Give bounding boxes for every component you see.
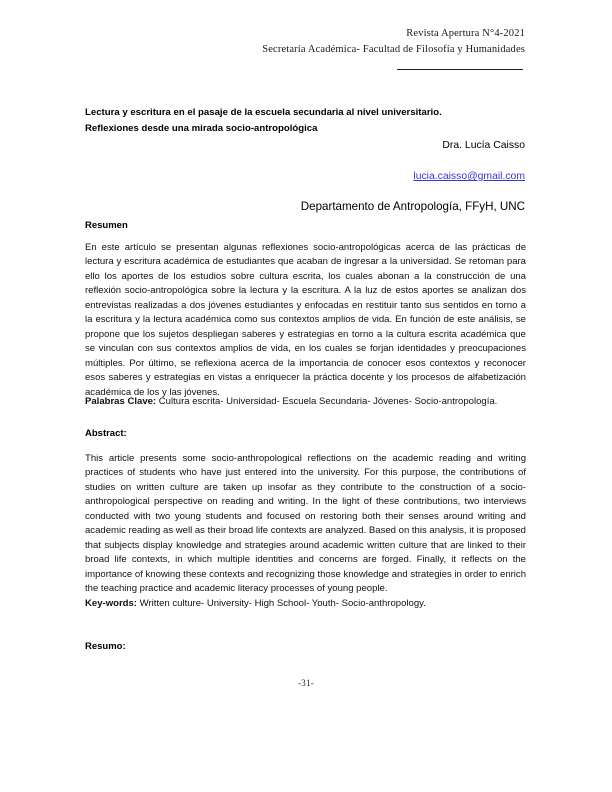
author-email-wrapper [85, 167, 525, 185]
abstract-spanish-text: En este artículo se presentan algunas reflexiones socio-antropológicas acerca de las prácticas de lectura y escritura académica de estudiantes que acaban de ingresar a la universidad. Se retoman para ello los aportes de los estudios sobre cultura escrita, los cuales abonan a la construcción de una reflexión socio-antropológica sobre la lectura y la escritura. A la luz de estos aportes se analizan dos entrevistas realizadas a dos jóvenes estudiantes y enfocadas en restituir tanto sus sentidos en torno a la escritura y la lectura académica como sus contextos amplios de vida. En función de este análisis, se propone que los sujetos despliegan saberes y estrategias en torno a la cultura escrita académica que se vinculan con sus contextos amplios de vida, en los cuales se forjan identidades y preocupaciones múltiples. Por último, se reflexiona acerca de la importancia de conocer esos contextos y reconocer esos saberes y estrategias en vistas a enriquecer la práctica docente y los procesos de alfabetización académica de los y las jóvenes. [85, 242, 526, 398]
author-name: Dra. Lucía Caisso [442, 140, 525, 151]
section-heading-abstract: Abstract: [85, 428, 127, 439]
running-head-line-journal: Revista Apertura N°4-2021 [406, 28, 525, 39]
page-number: -31- [298, 678, 314, 688]
keywords-english-label: Key-words: [85, 598, 137, 609]
section-heading-resumo: Resumo: [85, 641, 126, 652]
byline-block [85, 138, 525, 215]
author-affiliation: Departamento de Antropología, FFyH, UNC [300, 200, 525, 213]
keywords-spanish [85, 395, 526, 409]
running-head [85, 26, 525, 58]
keywords-spanish-label: Palabras Clave: [85, 396, 157, 407]
abstract-english-text: This article presents some socio-anthropological reflections on the academic reading and writing practices of students who have just entered into the university. For this purpose, the contributions of studies on written culture are taken up insofar as they contribute to the construction of a socio-anthropological perspective on reading and writing. In the light of these contributions, two interviews conducted with two young students and focused on restoring both their senses around writing and academic reading as well as their broad life contexts are analyzed. Based on this analysis, it is proposed that subjects display knowledge and strategies around academic written culture that are linked to their broad life contexts, in which multiple identities and concerns are forged. Finally, it reflects on the importance of knowing these contexts and recognizing those knowledge and strategies in order to enrich the teaching practice and academic literacy processes of young people. [85, 453, 527, 595]
title-line-1: Lectura y escritura en el pasaje de la escuela secundaria al nivel universitario. [85, 107, 442, 119]
keywords-english-value: Written culture- University- High School- Youth- Socio-anthropology. [137, 598, 426, 609]
keywords-spanish-value: Cultura escrita- Universidad- Escuela Secundaria- Jóvenes- Socio-antropología. [156, 396, 498, 407]
page-title [85, 105, 525, 136]
header-divider-rule [397, 69, 523, 70]
keywords-english [85, 597, 526, 611]
section-heading-resumen: Resumen [85, 220, 128, 231]
author-email-link[interactable]: lucia.caisso@gmail.com [413, 171, 525, 182]
running-head-line-institution: Secretaría Académica- Facultad de Filosofía y Humanidades [262, 44, 525, 55]
title-line-2: Reflexiones desde una mirada socio-antropológica [85, 123, 318, 135]
